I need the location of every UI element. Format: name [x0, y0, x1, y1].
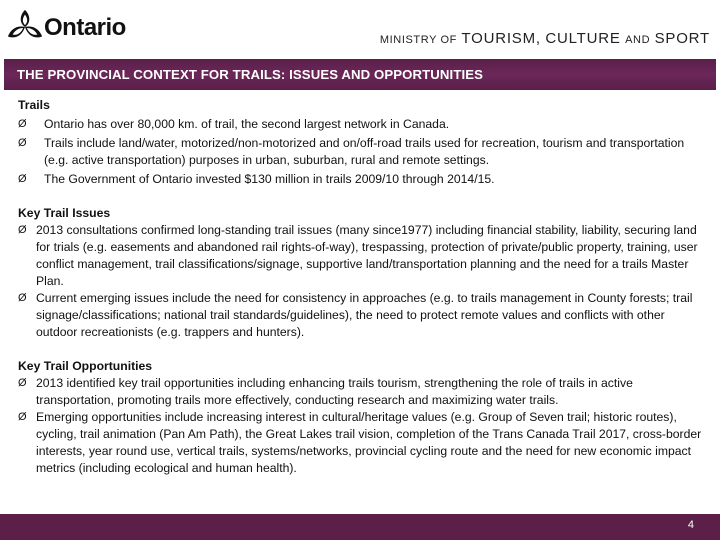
- ministry-word-culture: CULTURE: [545, 30, 621, 47]
- section-heading: Key Trail Issues: [18, 206, 111, 220]
- arrow-bullet-icon: Ø: [18, 292, 27, 304]
- list-item-text: 2013 identified key trail opportunities including enhancing trails tourism, strengthening the role of trails in active transportation, promoting trails more effectively, conducting research and maximizing water trails.: [36, 376, 633, 407]
- arrow-bullet-icon: Ø: [18, 137, 27, 149]
- page-number: 4: [687, 519, 694, 531]
- list-item: [18, 135, 708, 169]
- bullet-list: [18, 375, 708, 477]
- arrow-bullet-icon: Ø: [18, 377, 27, 389]
- ministry-prefix: MINISTRY OF: [379, 34, 457, 46]
- list-item-text: Emerging opportunities include increasing interest in cultural/heritage values (e.g. Group of Seven trail; historic routes), cycling, trail animation (Pan Am Path), the Great Lakes trail vision, completion of the Trans Canada Trail 2017, cross-border interests, year round use, vertical trails, systems/networks, provincial cycling route and the need for new economic impact metrics (including ecological and human health).: [36, 410, 702, 475]
- arrow-bullet-icon: Ø: [18, 224, 27, 236]
- ministry-word-sport: SPORT: [654, 30, 710, 47]
- section-key-trail-issues: [18, 205, 708, 341]
- ontario-logo: [4, 4, 124, 48]
- list-item: [18, 116, 708, 133]
- list-item-text: The Government of Ontario invested $130 million in trails 2009/10 through 2014/15.: [44, 172, 495, 186]
- bullet-list: [18, 116, 708, 188]
- trillium-icon: [6, 8, 44, 46]
- section-heading: Key Trail Opportunities: [18, 359, 153, 373]
- list-item: [18, 222, 708, 290]
- arrow-bullet-icon: Ø: [18, 118, 27, 130]
- list-item: [18, 171, 708, 188]
- list-item-text: 2013 consultations confirmed long-standing trail issues (many since1977) including financial stability, liability, securing land for trials (e.g. easements and abandoned rail rights-of-way), trespassing, protection of private/public property, training, user conflict management, trail classifications/signage, supportive land/transportation planning and the need for a trails Master Plan.: [36, 223, 698, 288]
- arrow-bullet-icon: Ø: [18, 173, 27, 185]
- logo-wordmark: Ontario: [44, 14, 126, 41]
- ministry-word-and: AND: [625, 34, 651, 46]
- arrow-bullet-icon: Ø: [18, 411, 27, 423]
- list-item: [18, 409, 708, 477]
- list-item-text: Ontario has over 80,000 km. of trail, the second largest network in Canada.: [44, 117, 450, 131]
- bullet-list: [18, 222, 708, 341]
- section-trails: [18, 97, 708, 188]
- list-item-text: Current emerging issues include the need for consistency in approaches (e.g. to trails management in County forests; trail signage/classifications; national trail standards/guidelines), the need to protect remote values and conflicts with other outdoor recreationists (e.g. trappers and hunters).: [36, 291, 693, 339]
- ministry-name: [380, 30, 710, 48]
- footer-bar: [0, 514, 720, 540]
- slide-title: THE PROVINCIAL CONTEXT FOR TRAILS: ISSUES AND OPPORTUNITIES: [4, 59, 716, 90]
- slide-content: [18, 97, 708, 494]
- section-key-trail-opportunities: [18, 358, 708, 477]
- section-heading: Trails: [18, 98, 50, 112]
- list-item-text: Trails include land/water, motorized/non-motorized and on/off-road trails used for recreation, tourism and transportation (e.g. active transportation) purposes in urban, suburban, rural and remote settings.: [44, 136, 685, 167]
- list-item: [18, 375, 708, 409]
- ministry-word-tourism: TOURISM,: [461, 30, 541, 47]
- list-item: [18, 290, 708, 341]
